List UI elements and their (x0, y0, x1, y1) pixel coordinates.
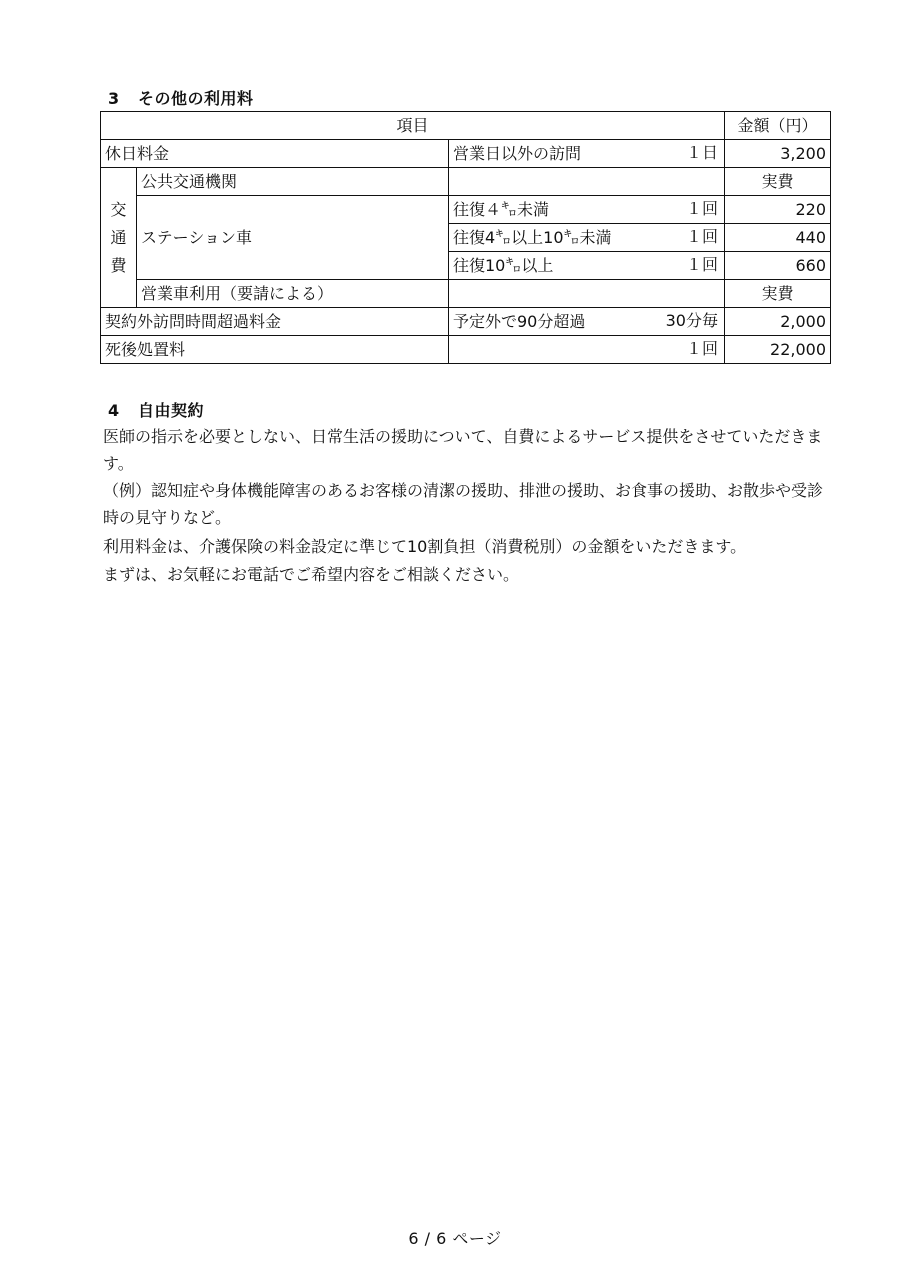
station-car-unit: １回 (685, 199, 718, 218)
transport-char-1: 交 (110, 199, 127, 219)
header-item: 項目 (101, 112, 725, 140)
paragraph: まずは、お気軽にお電話でご希望内容をご相談ください。 (103, 565, 520, 584)
overtime-condition: 予定外で90分超過 (453, 311, 586, 331)
paragraph: （例）認知症や身体機能障害のあるお客様の清潔の援助、排泄の援助、お食事の援助、お散歩や受診時の見守りなど。 (103, 481, 824, 527)
transport-group-label (101, 168, 137, 308)
holiday-unit: １日 (685, 143, 718, 162)
station-car-condition-cell (449, 224, 725, 252)
section-3-heading (108, 86, 254, 109)
paragraph: 利用料金は、介護保険の料金設定に準じて10割負担（消費税別）の金額をいただきます。 (103, 537, 747, 556)
table-row-business-car (101, 280, 831, 308)
public-transport-condition (449, 168, 725, 196)
station-car-unit: １回 (685, 227, 718, 246)
section-3-title: その他の利用料 (138, 89, 254, 108)
postmortem-condition-cell (449, 336, 725, 364)
holiday-label: 休日料金 (101, 140, 449, 168)
header-amount: 金額（円） (725, 112, 831, 140)
holiday-condition-cell (449, 140, 725, 168)
table-header-row (101, 112, 831, 140)
business-car-label: 営業車利用（要請による） (137, 280, 449, 308)
station-car-unit: １回 (685, 255, 718, 274)
business-car-condition (449, 280, 725, 308)
station-car-condition-cell (449, 196, 725, 224)
overtime-label: 契約外訪問時間超過料金 (101, 308, 449, 336)
station-car-condition: 往復4㌔以上10㌔未満 (453, 227, 612, 247)
station-car-amount: 440 (725, 224, 831, 252)
section-3-number: 3 (108, 89, 120, 108)
section-4-title: 自由契約 (138, 401, 205, 420)
table-row-postmortem (101, 336, 831, 364)
postmortem-unit: １回 (685, 339, 718, 358)
station-car-condition-cell (449, 252, 725, 280)
holiday-amount: 3,200 (725, 140, 831, 168)
station-car-condition: 往復10㌔以上 (453, 255, 554, 275)
station-car-condition: 往復４㌔未満 (453, 199, 550, 219)
section-4-number: 4 (108, 401, 120, 420)
table-row-station-car-1 (101, 196, 831, 224)
overtime-unit: 30分毎 (665, 311, 718, 330)
transport-char-3: 費 (110, 255, 127, 275)
public-transport-label: 公共交通機関 (137, 168, 449, 196)
table-row-overtime (101, 308, 831, 336)
table-row-holiday (101, 140, 831, 168)
section-4-heading (108, 398, 204, 421)
page-number: 6 / 6 ページ (408, 1229, 502, 1248)
station-car-amount: 660 (725, 252, 831, 280)
overtime-amount: 2,000 (725, 308, 831, 336)
public-transport-amount: 実費 (725, 168, 831, 196)
overtime-condition-cell (449, 308, 725, 336)
postmortem-label: 死後処置料 (101, 336, 449, 364)
postmortem-amount: 22,000 (725, 336, 831, 364)
transport-char-2: 通 (110, 227, 127, 247)
other-fees-table (100, 111, 831, 364)
holiday-condition: 営業日以外の訪問 (453, 143, 582, 163)
paragraph: 医師の指示を必要としない、日常生活の援助について、自費によるサービス提供をさせていただきます。 (103, 427, 823, 473)
station-car-amount: 220 (725, 196, 831, 224)
business-car-amount: 実費 (725, 280, 831, 308)
table-row-public-transport (101, 168, 831, 196)
station-car-label: ステーション車 (137, 196, 449, 280)
